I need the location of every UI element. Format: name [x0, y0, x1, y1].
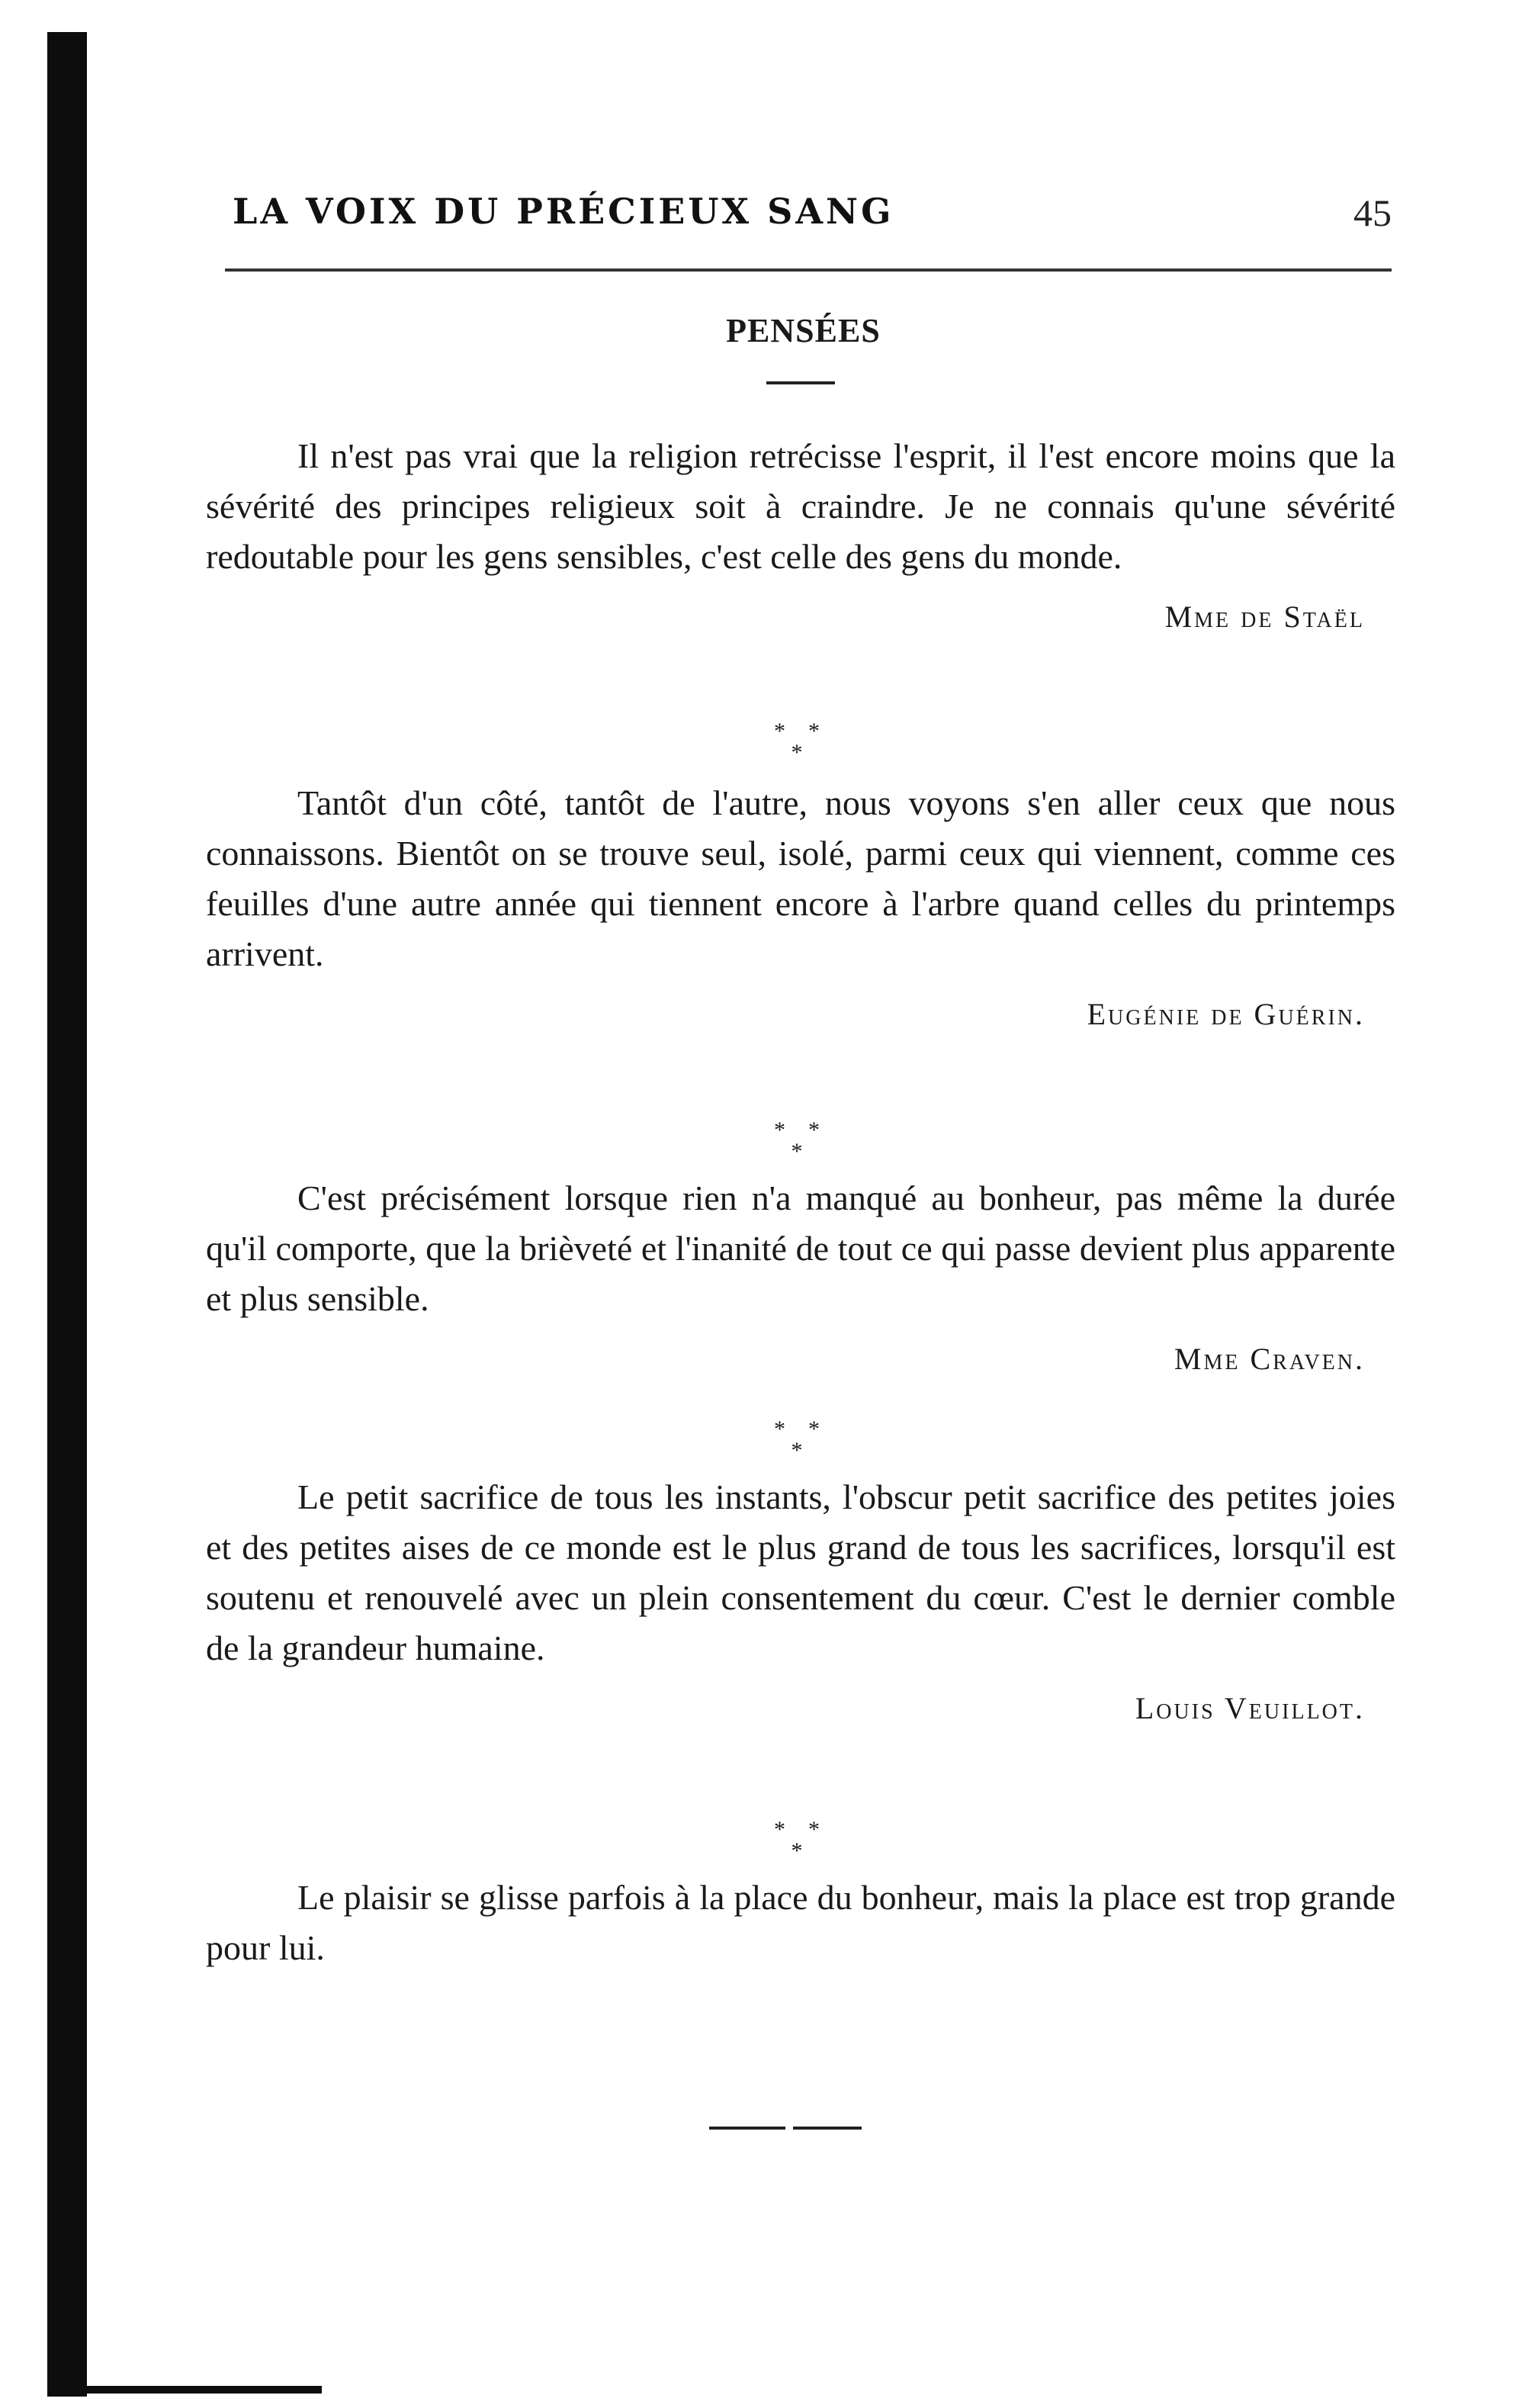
quote-block-5 — [206, 1873, 1395, 1973]
page-number: 45 — [1353, 191, 1392, 234]
end-rule-right — [793, 2127, 862, 2130]
quote-author: Eugénie de Guérin. — [1087, 997, 1365, 1031]
end-rule-left — [709, 2127, 785, 2130]
asterism-divider: * * * — [774, 719, 820, 765]
scan-bottom-edge — [47, 2386, 322, 2394]
quote-text: Le petit sacrifice de tous les instants, l'obscur petit sacrifice des petites joies et des petites aises de ce monde est le plus grand de tous les sacrifices, lorsqu'il est soutenu et renouvelé avec un plein consentement du cœur. C'est le dernier comble de la grandeur humaine. — [206, 1477, 1395, 1667]
quote-block-1 — [206, 431, 1395, 635]
running-title: LA VOIX DU PRÉCIEUX SANG — [233, 191, 894, 232]
quote-text: Il n'est pas vrai que la religion retrécisse l'esprit, il l'est encore moins que la sévérité des principes religieux soit à craindre. Je ne connais qu'une sévérité redoutable pour les gens sensibles, c'est celle des gens du monde. — [206, 436, 1395, 576]
asterism-divider: * * * — [774, 1117, 820, 1164]
quote-text: Tantôt d'un côté, tantôt de l'autre, nous voyons s'en aller ceux que nous connaissons. Bientôt on se trouve seul, isolé, parmi ceux qui viennent, comme ces feuilles d'une autre année qui tiennent encore à l'arbre quand celles du printemps arrivent. — [206, 783, 1395, 973]
asterism-divider: * * * — [774, 1817, 820, 1863]
quote-block-2 — [206, 778, 1395, 1032]
title-underline — [766, 381, 835, 384]
quote-block-4 — [206, 1472, 1395, 1726]
quote-author: Mme de Staël — [1164, 600, 1365, 634]
header-divider — [225, 268, 1392, 272]
section-title: PENSÉES — [726, 312, 881, 349]
running-header — [233, 191, 1392, 236]
asterism-divider: * * * — [774, 1416, 820, 1463]
quote-text: Le plaisir se glisse parfois à la place du bonheur, mais la place est trop grande pour lui. — [206, 1878, 1395, 1967]
scan-binding-edge — [47, 32, 87, 2397]
quote-author: Mme Craven. — [1174, 1342, 1365, 1376]
quote-block-3 — [206, 1173, 1395, 1377]
quote-text: C'est précisément lorsque rien n'a manqué au bonheur, pas même la durée qu'il comporte, que la brièveté et l'inanité de tout ce qui passe devient plus apparente et plus sensible. — [206, 1178, 1395, 1318]
quote-author: Louis Veuillot. — [1135, 1691, 1365, 1725]
